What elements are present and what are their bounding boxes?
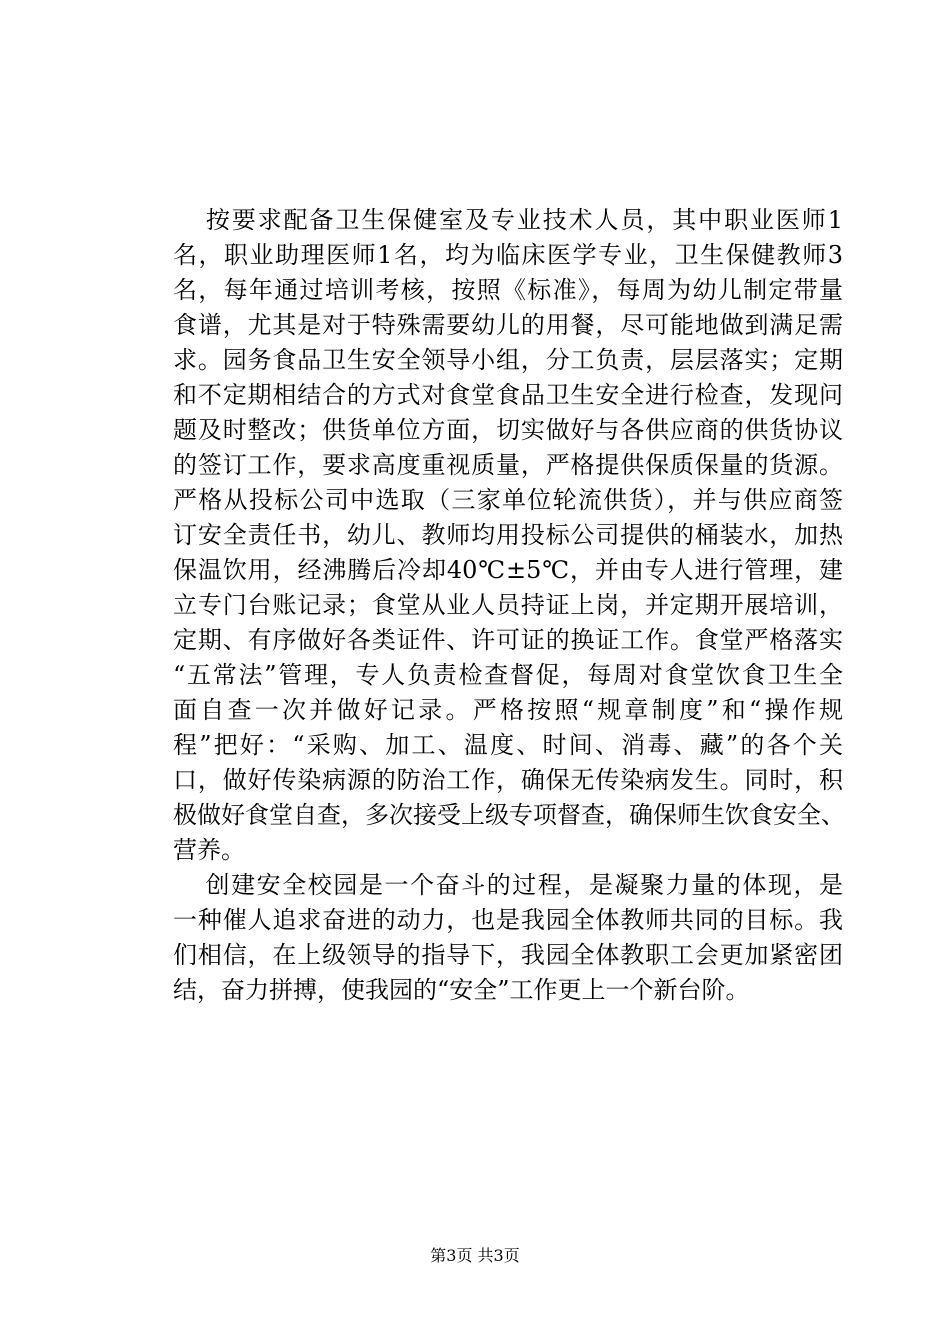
text-line: 题及时整改；供货单位方面，切实做好与各供应商的供货协议 (173, 416, 843, 444)
text-line: 保温饮用，经沸腾后冷却40℃±5℃，并由专人进行管理，建 (173, 556, 843, 584)
text-line: 面自查一次并做好记录。严格按照“规章制度”和“操作规 (173, 696, 843, 724)
body-text (173, 203, 843, 1008)
text-line: 严格从投标公司中选取（三家单位轮流供货），并与供应商签 (173, 486, 843, 514)
text-line: 一种催人追求奋进的动力，也是我园全体教师共同的目标。我 (173, 906, 843, 934)
text-line: 名，每年通过培训考核，按照《标准》，每周为幼儿制定带量 (173, 276, 843, 304)
text-line: 按要求配备卫生保健室及专业技术人员，其中职业医师1 (180, 206, 843, 234)
text-line: 名，职业助理医师1名，均为临床医学专业，卫生保健教师3 (173, 241, 843, 269)
paragraph-conclusion (173, 868, 843, 1008)
text-line: 们相信，在上级领导的指导下，我园全体教职工会更加紧密团 (173, 941, 843, 969)
text-line: 求。园务食品卫生安全领导小组，分工负责，层层落实；定期 (173, 346, 843, 374)
text-line: 立专门台账记录；食堂从业人员持证上岗，并定期开展培训， (173, 591, 843, 619)
text-line: “五常法”管理，专人负责检查督促，每周对食堂饮食卫生全 (173, 661, 843, 689)
text-line: 程”把好：“采购、加工、温度、时间、消毒、藏”的各个关 (173, 731, 843, 759)
text-line: 订安全责任书，幼儿、教师均用投标公司提供的桶装水，加热 (173, 521, 843, 549)
text-line: 结，奋力拼搏，使我园的“安全”工作更上一个新台阶。 (173, 976, 750, 1004)
text-line: 极做好食堂自查，多次接受上级专项督查，确保师生饮食安全、 (173, 801, 845, 829)
text-line: 创建安全校园是一个奋斗的过程，是凝聚力量的体现，是 (180, 871, 843, 899)
text-line: 的签订工作，要求高度重视质量，严格提供保质保量的货源。 (173, 451, 843, 479)
paragraph-food-safety (173, 203, 843, 868)
text-line: 口，做好传染病源的防治工作，确保无传染病发生。同时，积 (173, 766, 843, 794)
text-line: 和不定期相结合的方式对食堂食品卫生安全进行检查，发现问 (173, 381, 843, 409)
text-line: 食谱，尤其是对于特殊需要幼儿的用餐，尽可能地做到满足需 (173, 311, 843, 339)
text-line: 定期、有序做好各类证件、许可证的换证工作。食堂严格落实 (173, 626, 843, 654)
text-line: 营养。 (173, 836, 245, 864)
page-number-footer: 第3页 共3页 (430, 1246, 520, 1265)
